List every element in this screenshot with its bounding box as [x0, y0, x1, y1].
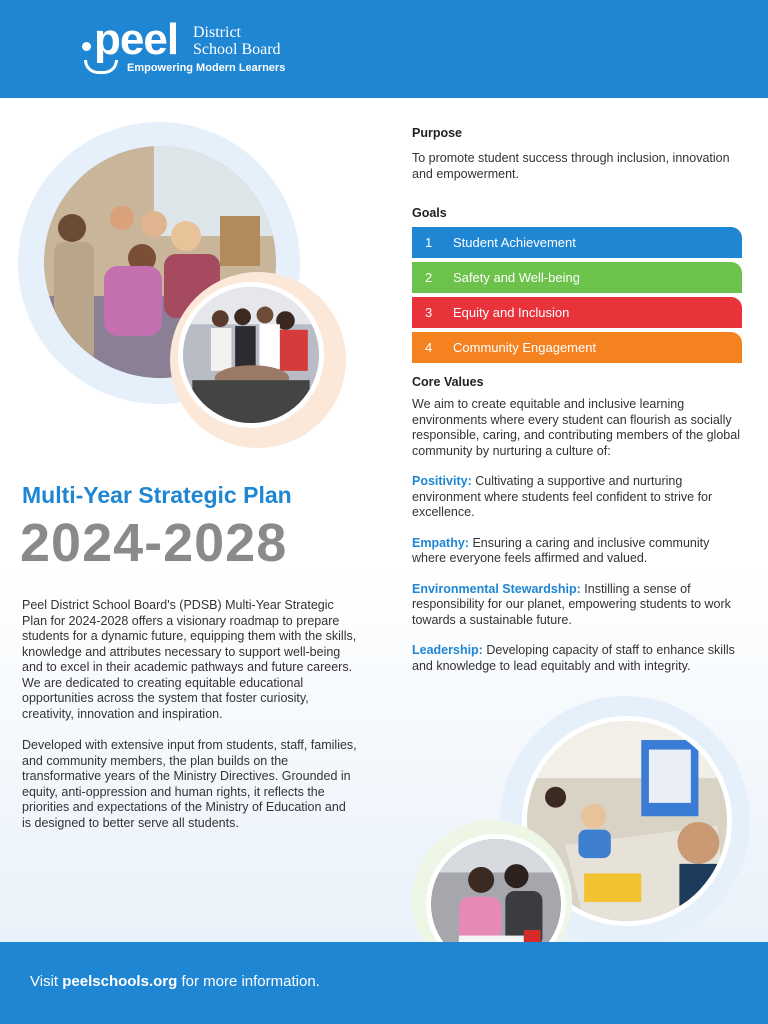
- footer-link[interactable]: peelschools.org: [62, 973, 178, 990]
- goal-community-engagement: [412, 332, 742, 363]
- goal-number: 2: [425, 270, 433, 285]
- value-text: Developing capacity of staff to enhance skills and knowledge to lead equitably and with integrity.: [412, 643, 735, 673]
- goal-number: 1: [425, 235, 433, 250]
- purpose-text: To promote student success through inclusion, innovation and empowerment.: [412, 151, 730, 181]
- goals-heading: Goals: [412, 206, 447, 220]
- tagline: Empowering Modern Learners: [127, 62, 286, 74]
- photo-students-hands-in-image: [183, 287, 319, 423]
- value-text: Cultivating a supportive and nurturing environment where students feel confident to strive for excellence.: [412, 474, 713, 519]
- value-label: Environmental Stewardship:: [412, 581, 581, 596]
- value-text: Instilling a sense of responsibility for our planet, empowering students to work towards a sustainable future.: [412, 581, 731, 627]
- core-values-heading: Core Values: [412, 375, 484, 389]
- goal-label: Student Achievement: [453, 235, 576, 250]
- core-values-intro: We aim to create equitable and inclusive learning environments where every student can flourish as socially responsible, caring, and contributing members of the global community by nurturing a culture of:: [412, 397, 740, 458]
- value-label: Leadership:: [412, 643, 483, 657]
- goal-number: 4: [425, 340, 433, 355]
- logo-word: peel: [94, 15, 179, 64]
- value-positivity: [412, 474, 742, 521]
- footer-prefix: Visit: [30, 973, 59, 990]
- value-label: Empathy:: [412, 535, 469, 550]
- goal-number: 3: [425, 305, 433, 320]
- logo-board-line1: District: [193, 24, 241, 41]
- intro-paragraph-2: Developed with extensive input from students, staff, families, and community members, the plan builds on the transformative years of the Ministry Directives. Grounded in equity, anti-oppression and human rights, it reflects the priorities and expectations of the Ministry of Education and is designed to better serve all students.: [22, 738, 357, 830]
- goal-student-achievement: [412, 227, 742, 258]
- goal-label: Community Engagement: [453, 340, 597, 355]
- photo-students-hands-in: [178, 282, 324, 428]
- logo-board-name: [193, 24, 303, 58]
- plan-years: 2024-2028: [20, 513, 288, 573]
- footer-text: [30, 973, 320, 990]
- value-empathy: [412, 536, 742, 567]
- header-banner: [0, 0, 768, 98]
- intro-paragraph-1: Peel District School Board's (PDSB) Multi-Year Strategic Plan for 2024-2028 offers a visionary roadmap to prepare students for a dynamic future, equipping them with the skills, knowledge and attributes necessary to support well-being and to excel in their academic pathways and future careers. We are dedicated to creating equitable educational opportunities across the system that foster curiosity, creativity, innovation and inspiration.: [22, 598, 357, 721]
- purpose-heading: Purpose: [412, 126, 463, 140]
- goal-equity-inclusion: [412, 297, 742, 328]
- logo-smile-icon: [84, 60, 118, 74]
- value-text: Ensuring a caring and inclusive community where everyone feels affirmed and valued.: [412, 535, 710, 565]
- goal-label: Safety and Well-being: [453, 270, 580, 285]
- goal-label: Equity and Inclusion: [453, 305, 570, 320]
- intro-text: [22, 598, 358, 847]
- logo-board-line2: School Board: [193, 41, 281, 58]
- footer-banner: [0, 942, 768, 1024]
- goals-list: [412, 227, 742, 363]
- value-label: Positivity:: [412, 474, 472, 488]
- logo-dot-icon: [82, 42, 91, 51]
- footer-suffix: for more information.: [181, 973, 320, 990]
- value-environmental-stewardship: [412, 582, 742, 629]
- plan-title: Multi-Year Strategic Plan: [22, 482, 292, 508]
- right-column: [412, 126, 742, 674]
- value-leadership: [412, 643, 742, 674]
- goal-safety-well-being: [412, 262, 742, 293]
